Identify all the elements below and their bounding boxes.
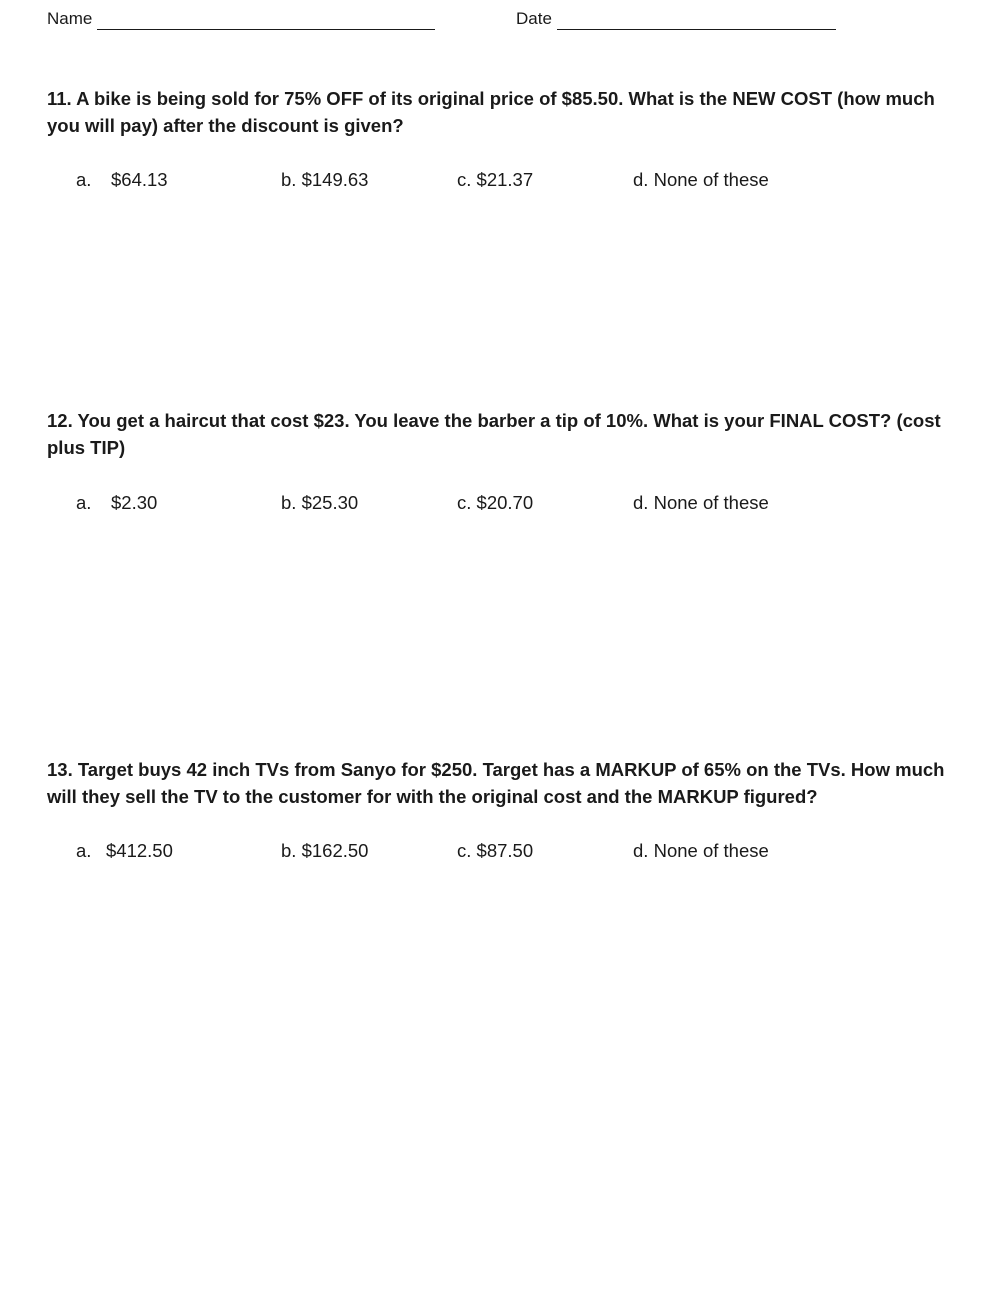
choice-letter: b. — [281, 840, 297, 861]
name-blank-line[interactable] — [97, 11, 435, 30]
name-label: Name — [47, 9, 93, 28]
choice-value: $20.70 — [476, 492, 534, 513]
choice-c[interactable] — [457, 168, 533, 192]
choice-a[interactable] — [76, 168, 168, 192]
date-blank-line[interactable] — [557, 11, 836, 30]
choice-letter: d. — [633, 169, 649, 190]
name-field — [47, 8, 435, 30]
answer-choices — [47, 168, 957, 192]
choice-value: None of these — [653, 840, 769, 861]
choice-letter: c. — [457, 169, 472, 190]
choice-value: $2.30 — [111, 492, 158, 513]
choice-value: $64.13 — [111, 169, 168, 190]
choice-value: $412.50 — [106, 840, 173, 861]
question-11 — [47, 85, 957, 192]
choice-d[interactable] — [633, 168, 769, 192]
choice-letter: a. — [76, 169, 92, 190]
choice-value: $149.63 — [301, 169, 369, 190]
choice-letter: b. — [281, 492, 297, 513]
question-text: 11. A bike is being sold for 75% OFF of its original price of $85.50. What is the NEW COST (how much you will pay) after the discount is given? — [47, 88, 935, 136]
choice-value: $25.30 — [301, 492, 359, 513]
choice-c[interactable] — [457, 839, 533, 863]
choice-letter: b. — [281, 169, 297, 190]
choice-letter: a. — [76, 840, 92, 861]
choice-d[interactable] — [633, 839, 769, 863]
choice-value: $87.50 — [476, 840, 534, 861]
choice-value: $21.37 — [476, 169, 534, 190]
choice-c[interactable] — [457, 491, 533, 515]
question-text: 13. Target buys 42 inch TVs from Sanyo for $250. Target has a MARKUP of 65% on the TVs. How much will they sell the TV to the customer for with the original cost and the MARKUP figured? — [47, 759, 945, 807]
choice-b[interactable] — [281, 839, 368, 863]
choice-letter: c. — [457, 840, 472, 861]
choice-letter: d. — [633, 840, 649, 861]
choice-value: None of these — [653, 169, 769, 190]
choice-value: $162.50 — [301, 840, 369, 861]
question-text: 12. You get a haircut that cost $23. You leave the barber a tip of 10%. What is your FINAL COST? (cost plus TIP) — [47, 410, 941, 458]
choice-a[interactable] — [76, 491, 157, 515]
choice-a[interactable] — [76, 839, 173, 863]
answer-choices — [47, 491, 957, 515]
date-field — [516, 8, 836, 30]
answer-choices — [47, 839, 957, 863]
question-12 — [47, 407, 957, 515]
choice-b[interactable] — [281, 168, 368, 192]
choice-value: None of these — [653, 492, 769, 513]
choice-d[interactable] — [633, 491, 769, 515]
choice-letter: c. — [457, 492, 472, 513]
question-13 — [47, 756, 957, 863]
date-label: Date — [516, 9, 552, 28]
choice-letter: a. — [76, 492, 92, 513]
choice-b[interactable] — [281, 491, 358, 515]
choice-letter: d. — [633, 492, 649, 513]
